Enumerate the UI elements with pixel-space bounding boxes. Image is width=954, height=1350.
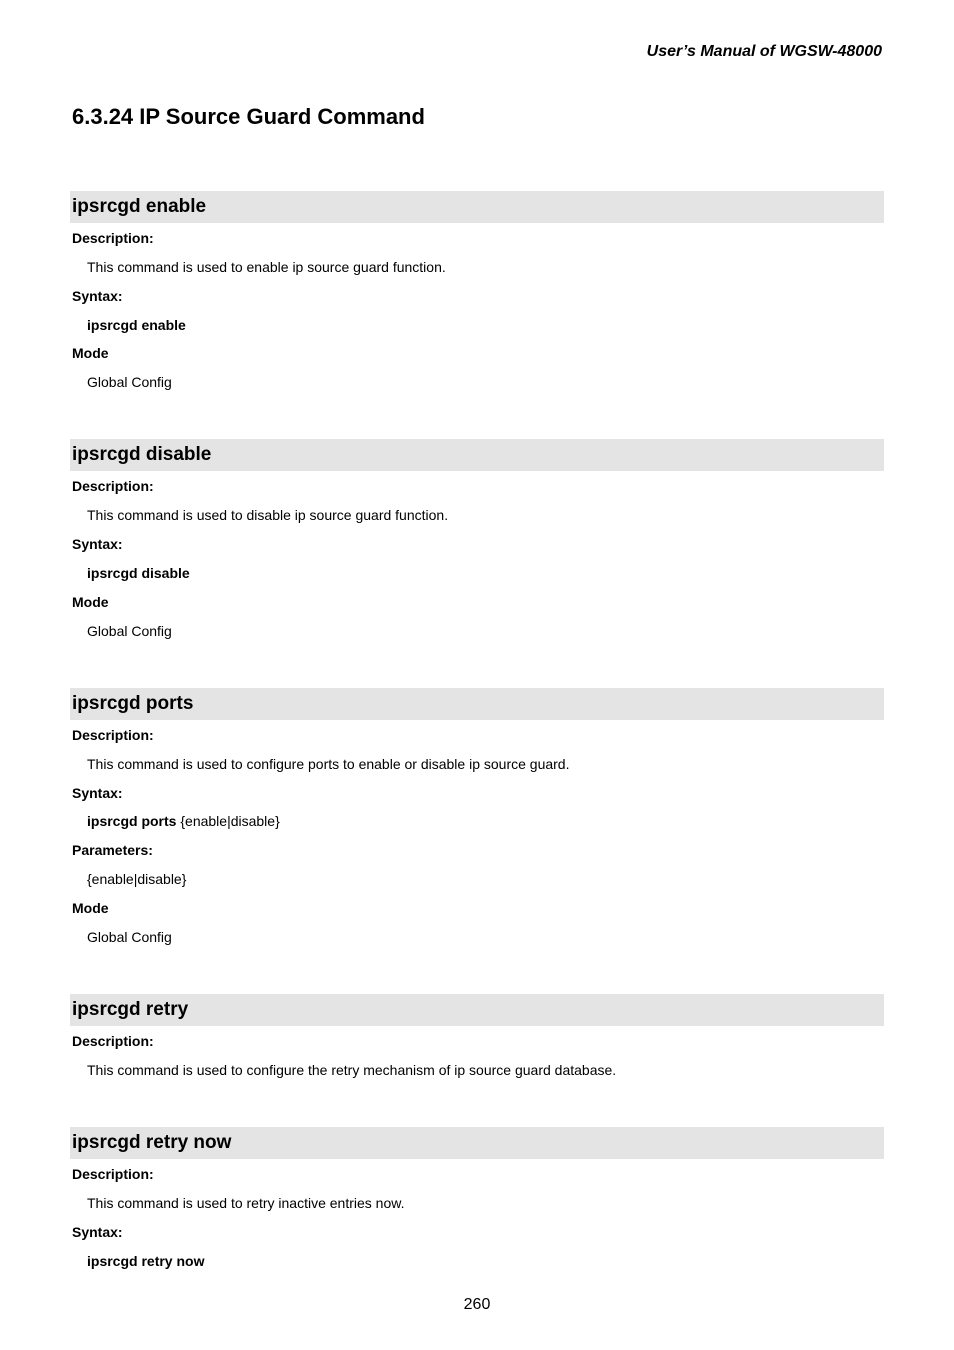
- command-heading: ipsrcgd retry now: [70, 1127, 884, 1159]
- command-block-retry: [70, 994, 884, 1078]
- page-number: 260: [463, 1296, 491, 1313]
- command-block-enable: [70, 191, 884, 390]
- syntax-arguments: {enable|disable}: [176, 813, 280, 829]
- command-block-ports: [70, 688, 884, 945]
- syntax-text: [87, 316, 186, 334]
- command-heading: ipsrcgd retry: [70, 994, 884, 1026]
- command-block-disable: [70, 439, 884, 639]
- syntax-text: [87, 564, 190, 582]
- parameters-label: Parameters:: [72, 842, 153, 858]
- command-heading: ipsrcgd enable: [70, 191, 884, 223]
- command-heading: ipsrcgd ports: [70, 688, 884, 720]
- mode-text: Global Config: [87, 374, 172, 390]
- description-label: Description:: [72, 1033, 154, 1049]
- parameters-text: {enable|disable}: [87, 871, 187, 887]
- syntax-label: Syntax:: [72, 785, 123, 801]
- syntax-command: ipsrcgd enable: [87, 317, 186, 333]
- mode-label: Mode: [72, 345, 109, 361]
- description-text: This command is used to configure ports to enable or disable ip source guard.: [87, 756, 570, 772]
- description-label: Description:: [72, 478, 154, 494]
- syntax-label: Syntax:: [72, 536, 123, 552]
- syntax-label: Syntax:: [72, 1224, 123, 1240]
- mode-label: Mode: [72, 900, 109, 916]
- syntax-text: [87, 1252, 204, 1270]
- syntax-command: ipsrcgd retry now: [87, 1253, 205, 1269]
- command-heading: ipsrcgd disable: [70, 439, 884, 471]
- mode-text: Global Config: [87, 623, 172, 639]
- description-label: Description:: [72, 230, 154, 246]
- mode-text: Global Config: [87, 929, 172, 945]
- description-text: This command is used to enable ip source guard function.: [87, 259, 446, 275]
- mode-label: Mode: [72, 594, 109, 610]
- syntax-text: [87, 812, 280, 830]
- description-text: This command is used to retry inactive entries now.: [87, 1195, 405, 1211]
- syntax-command: ipsrcgd ports: [87, 813, 177, 829]
- syntax-label: Syntax:: [72, 288, 123, 304]
- manual-title: User’s Manual of WGSW-48000: [646, 43, 882, 60]
- description-label: Description:: [72, 727, 154, 743]
- description-text: This command is used to configure the retry mechanism of ip source guard database.: [87, 1062, 617, 1078]
- description-label: Description:: [72, 1166, 154, 1182]
- section-title: 6.3.24 IP Source Guard Command: [72, 104, 425, 129]
- description-text: This command is used to disable ip source guard function.: [87, 507, 449, 523]
- command-block-retry-now: [70, 1127, 884, 1269]
- syntax-command: ipsrcgd disable: [87, 565, 190, 581]
